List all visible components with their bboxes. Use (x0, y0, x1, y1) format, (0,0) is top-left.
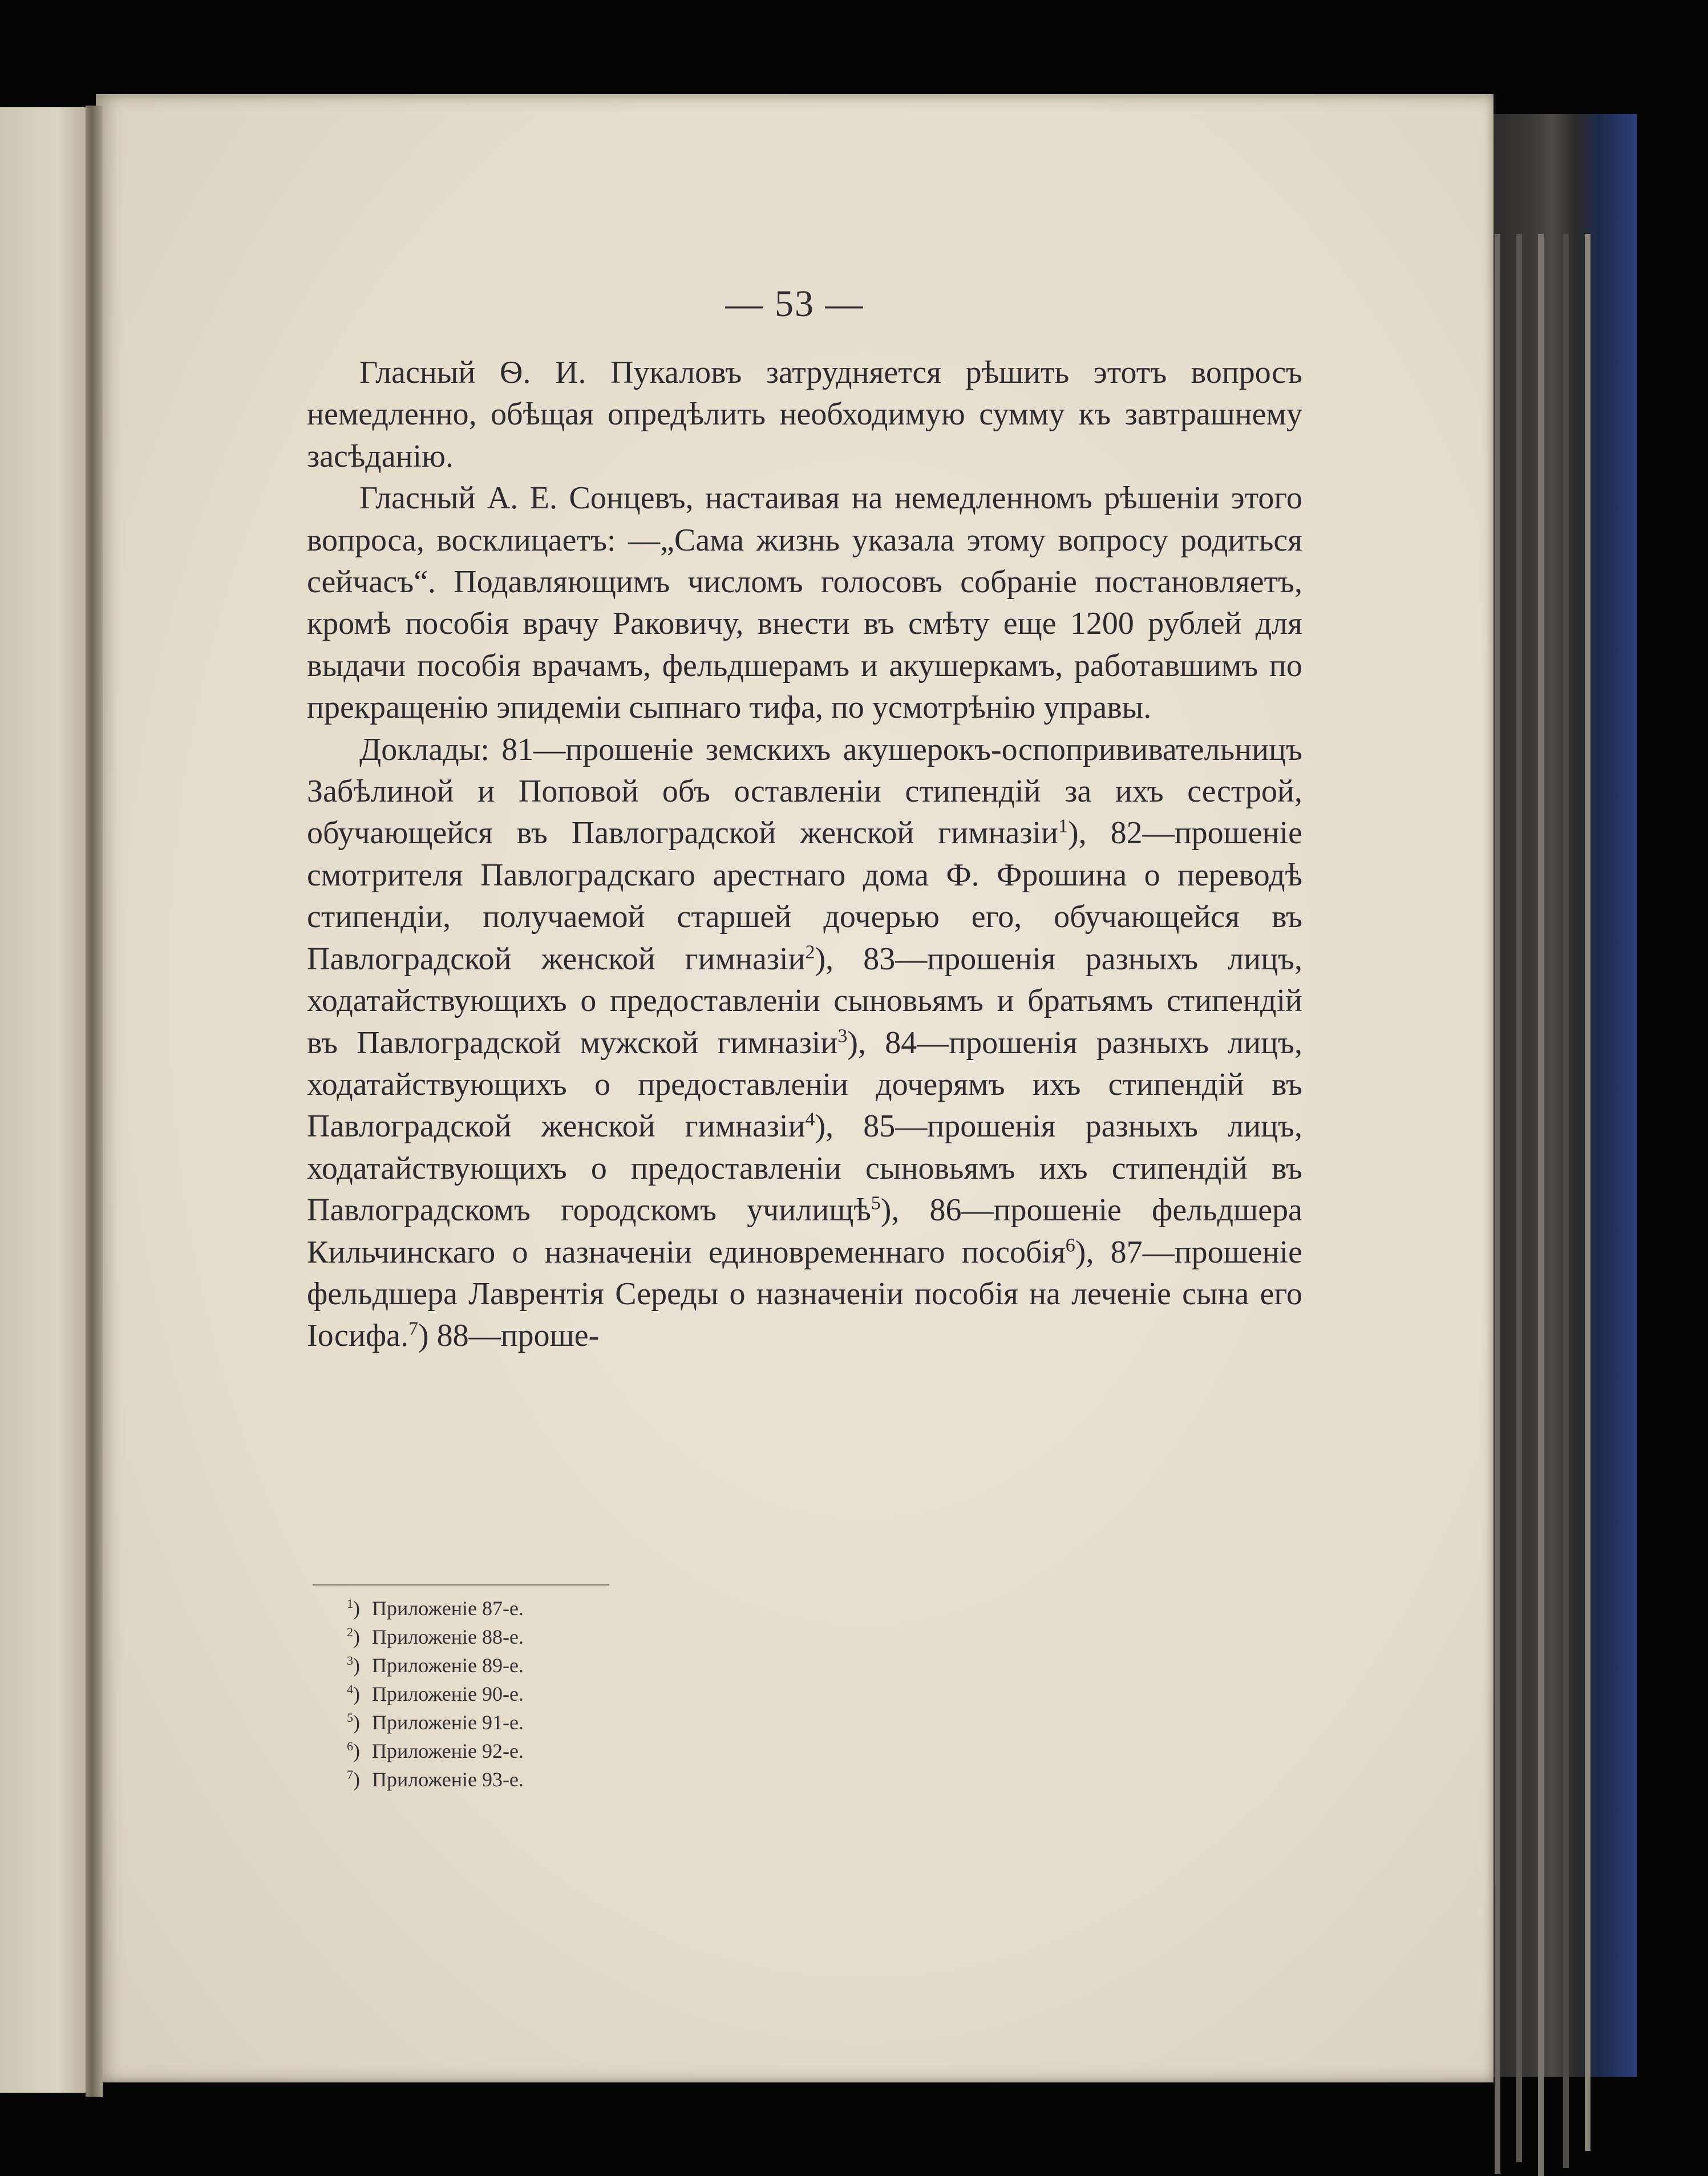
footnote: $^5$) Приложеніе 91-е. (347, 1710, 524, 1734)
footnote: $^1$) Приложеніе 87-е. (347, 1596, 524, 1620)
footnote: $^4$) Приложеніе 90-е. (347, 1682, 524, 1705)
footnote-ref: 4 (805, 1109, 815, 1130)
footnote-ref: 1 (1058, 815, 1068, 837)
text-run: ), 85—прошенія разныхъ лицъ, ходатайствующихъ о предоставленіи сыновьямъ ихъ стипендій въ Павлоградскомъ городскомъ училищѣ (307, 1109, 1302, 1228)
text-run: ) 88—проше- (418, 1318, 600, 1354)
footnote: $^7$) Приложеніе 93-е. (347, 1768, 524, 1791)
footnote-mark: 6 (347, 1739, 353, 1753)
footnote: $^2$) Приложеніе 88-е. (347, 1625, 524, 1648)
footnote-ref: 2 (805, 941, 815, 963)
footnote-ref: 3 (837, 1025, 848, 1046)
paragraph (307, 729, 1302, 1357)
footnote-mark: 2 (347, 1625, 353, 1639)
page-leaf (1563, 234, 1569, 2168)
book-gutter (86, 106, 103, 2097)
footnote-mark: 3 (347, 1653, 353, 1668)
footnote-text: Приложеніе 87-е. (372, 1597, 524, 1620)
text-run: ), 83—прошенія разныхъ лицъ, ходатайствующихъ о предоставленіи сыновьямъ и братьямъ стипендій въ Павлоградской мужской гимназіи (307, 941, 1302, 1061)
footnote: $^6$) Приложеніе 92-е. (347, 1739, 524, 1762)
footnote-mark: 4 (347, 1682, 353, 1696)
paragraph: Гласный А. Е. Сонцевъ, настаивая на немедленномъ рѣшеніи этого вопроса, восклицаетъ: —„Сама жизнь указала этому вопросу родиться сейчасъ“. Подавляющимъ числомъ голосовъ собраніе постановляетъ, кромѣ пособія врачу Раковичу, внести въ смѣту еще 1200 рублей для выдачи пособія врачамъ, фельдшерамъ и акушеркамъ, работавшимъ по прекращенію эпидеміи сыпнаго тифа, по усмотрѣнію управы. (307, 480, 1302, 726)
paragraph: Гласный Ѳ. И. Пукаловъ затрудняется рѣшить этотъ вопросъ немедленно, обѣщая опредѣлить необходимую сумму къ завтрашнему засѣданію. (307, 355, 1302, 474)
footnote-ref: 5 (871, 1192, 881, 1214)
footnote-ref: 7 (408, 1318, 419, 1340)
page-leaf (1516, 234, 1522, 2162)
footnote: $^3$) Приложеніе 89-е. (347, 1653, 524, 1677)
previous-page-edge (0, 107, 96, 2093)
footnote-text: Приложеніе 92-е. (372, 1740, 524, 1762)
page-leaf (1538, 234, 1544, 2176)
page-number: — 53 — (725, 283, 864, 325)
footnote-divider (313, 1584, 609, 1586)
body-text (307, 352, 1302, 1357)
footnote-ref: 6 (1065, 1234, 1075, 1256)
footnote-text: Приложеніе 90-е. (372, 1682, 524, 1705)
footnote-text: Приложеніе 88-е. (372, 1625, 524, 1648)
text-run: ), 84—прошенія разныхъ лицъ, ходатайствующихъ о предоставленіи дочерямъ ихъ стипендій въ Павлоградской женской гимназіи (307, 1025, 1302, 1144)
text-run: Доклады: 81—прошеніе земскихъ акушерокъ-оспопрививательницъ Забѣлиной и Поповой объ оставленіи стипендій за ихъ сестрой, обучающейся въ Павлоградской женской гимназіи (307, 731, 1302, 851)
footnote-text: Приложеніе 89-е. (372, 1654, 524, 1677)
book-page (96, 94, 1494, 2082)
text-run: ), 87—прошеніе фельдшера Лаврентія Середы о назначеніи пособія на леченіе сына его Іосифа. (307, 1234, 1303, 1354)
footnote-text: Приложеніе 91-е. (372, 1711, 524, 1734)
footnote-text: Приложеніе 93-е. (372, 1768, 524, 1791)
text-run: ), 86—прошеніе фельдшера Кильчинскаго о назначеніи единовременнаго пособія (307, 1192, 1302, 1270)
footnotes (347, 1592, 524, 1791)
book-page-edges (1483, 114, 1637, 2077)
text-run: ), 82—прошеніе смотрителя Павлоградскаго арестнаго дома Ф. Фрошина о переводѣ стипендіи, получаемой старшей дочерью его, обучающейся въ Павлоградской женской гимназіи (307, 815, 1302, 977)
footnote-mark: 1 (347, 1596, 353, 1611)
page-leaf (1585, 234, 1590, 2151)
page-leaf (1495, 234, 1500, 2174)
footnote-mark: 7 (347, 1768, 353, 1782)
footnote-mark: 5 (347, 1710, 353, 1725)
